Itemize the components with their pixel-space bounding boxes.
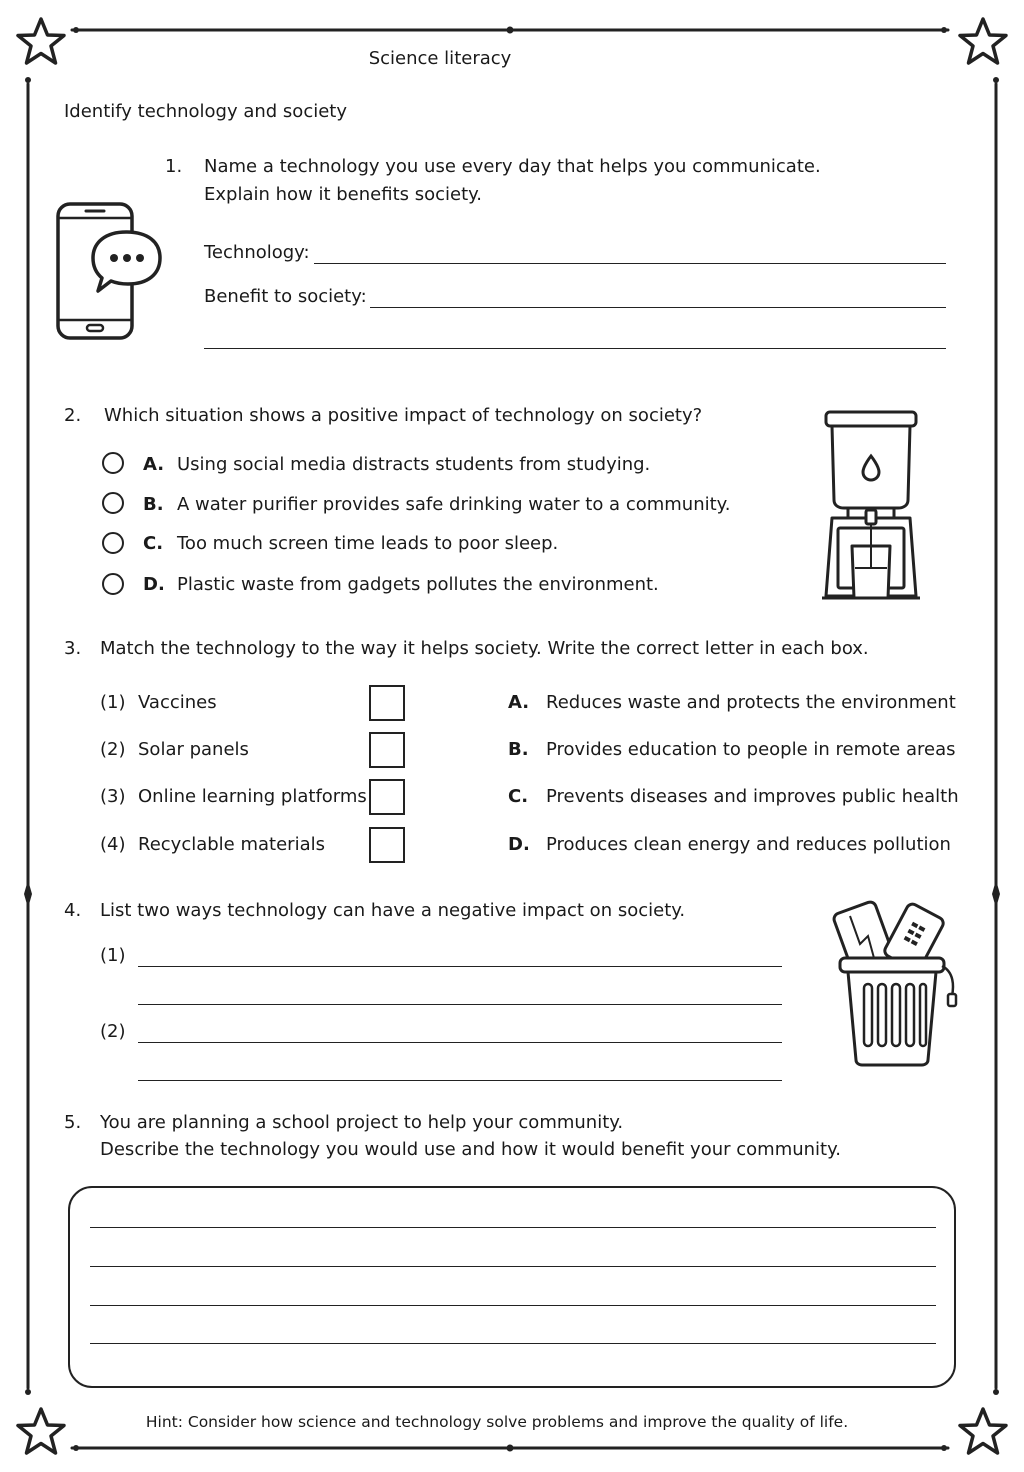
match-answer-box-4[interactable]: [369, 827, 405, 863]
option-a-radio[interactable]: [102, 452, 124, 474]
option-b-text: A water purifier provides safe drinking water to a community.: [177, 494, 731, 515]
option-d-letter: D.: [143, 574, 165, 595]
trash-bin-gadgets-icon: [830, 896, 964, 1068]
q4-answer-line-1b[interactable]: [138, 1004, 782, 1005]
q1-number: 1.: [165, 156, 183, 177]
q4-answer-line-2a[interactable]: [138, 1042, 782, 1043]
star-icon: [956, 16, 1010, 68]
q4-answer-line-2b[interactable]: [138, 1080, 782, 1081]
q4-prompt: List two ways technology can have a negative impact on society.: [100, 900, 686, 921]
q4-number: 4.: [64, 900, 82, 921]
technology-answer-line[interactable]: [314, 263, 946, 264]
worksheet-subtitle: Identify technology and society: [64, 101, 347, 122]
q5-answer-box[interactable]: [68, 1186, 956, 1388]
q5-answer-line-2[interactable]: [90, 1266, 936, 1267]
page-title: Science literacy: [368, 48, 512, 69]
smartphone-chat-icon: [52, 198, 164, 344]
option-d-radio[interactable]: [102, 573, 124, 595]
match-left-4-num: (4): [100, 834, 126, 855]
q1-prompt-line2: Explain how it benefits society.: [204, 184, 482, 205]
option-c-letter: C.: [143, 533, 164, 554]
match-right-b-letter: B.: [508, 739, 529, 760]
match-right-d-letter: D.: [508, 834, 530, 855]
match-answer-box-2[interactable]: [369, 732, 405, 768]
option-d-text: Plastic waste from gadgets pollutes the environment.: [177, 574, 659, 595]
q5-prompt-line1: You are planning a school project to help your community.: [100, 1112, 624, 1133]
match-left-2-text: Solar panels: [138, 739, 249, 760]
option-b-radio[interactable]: [102, 492, 124, 514]
benefit-answer-line[interactable]: [370, 307, 946, 308]
match-left-1-text: Vaccines: [138, 692, 217, 713]
q1-prompt-line1: Name a technology you use every day that helps you communicate.: [204, 156, 821, 177]
option-a-text: Using social media distracts students from studying.: [177, 454, 651, 475]
benefit-answer-line-2[interactable]: [204, 348, 946, 349]
option-c-text: Too much screen time leads to poor sleep.: [177, 533, 559, 554]
option-a-letter: A.: [143, 454, 165, 475]
match-left-3-text: Online learning platforms: [138, 786, 367, 807]
match-left-1-num: (1): [100, 692, 126, 713]
technology-label: Technology:: [204, 242, 310, 263]
match-left-2-num: (2): [100, 739, 126, 760]
q5-prompt-line2: Describe the technology you would use and how it would benefit your community.: [100, 1139, 841, 1160]
q5-answer-line-3[interactable]: [90, 1305, 936, 1306]
match-right-c-letter: C.: [508, 786, 529, 807]
water-purifier-icon: [818, 408, 924, 606]
hint-text: Hint: Consider how science and technology solve problems and improve the quality of life.: [145, 1413, 849, 1431]
match-left-3-num: (3): [100, 786, 126, 807]
q2-prompt: Which situation shows a positive impact of technology on society?: [104, 405, 703, 426]
q4-answer-line-1a[interactable]: [138, 966, 782, 967]
match-left-4-text: Recyclable materials: [138, 834, 325, 855]
q4-item2-label: (2): [100, 1021, 126, 1042]
match-right-d-text: Produces clean energy and reduces pollution: [546, 834, 951, 855]
q2-number: 2.: [64, 405, 82, 426]
q3-number: 3.: [64, 638, 82, 659]
match-right-a-text: Reduces waste and protects the environment: [546, 692, 956, 713]
option-c-radio[interactable]: [102, 532, 124, 554]
match-right-c-text: Prevents diseases and improves public health: [546, 786, 959, 807]
match-right-b-text: Provides education to people in remote areas: [546, 739, 956, 760]
match-answer-box-1[interactable]: [369, 685, 405, 721]
benefit-label: Benefit to society:: [204, 286, 367, 307]
q5-answer-line-4[interactable]: [90, 1343, 936, 1344]
option-b-letter: B.: [143, 494, 164, 515]
q4-item1-label: (1): [100, 945, 126, 966]
q5-number: 5.: [64, 1112, 82, 1133]
match-right-a-letter: A.: [508, 692, 530, 713]
q5-answer-line-1[interactable]: [90, 1227, 936, 1228]
match-answer-box-3[interactable]: [369, 779, 405, 815]
q3-prompt: Match the technology to the way it helps society. Write the correct letter in each box.: [100, 638, 869, 659]
